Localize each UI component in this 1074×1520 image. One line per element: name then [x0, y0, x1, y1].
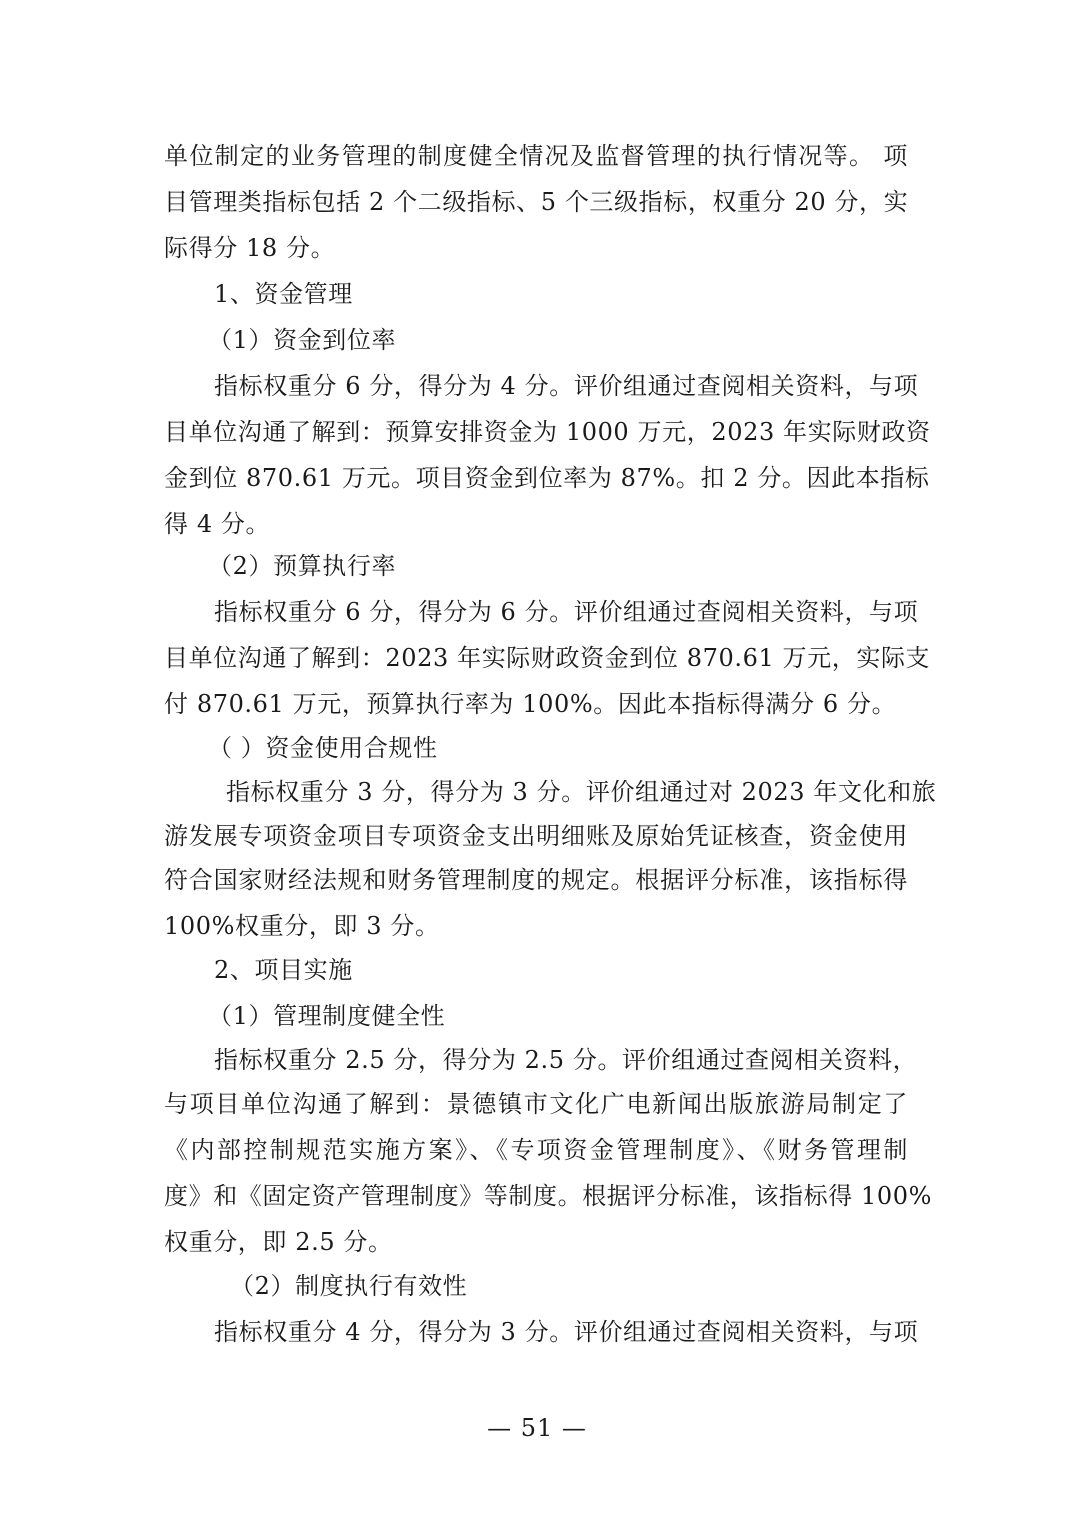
section-heading: 2、项目实施 — [214, 956, 353, 984]
subsection-heading: （1）资金到位率 — [208, 326, 397, 354]
paragraph-line: 金到位 870.61 万元。项目资金到位率为 87%。扣 2 分。因此本指标 — [164, 464, 930, 492]
page-number: — 51 — — [487, 1414, 587, 1442]
paragraph-line: 度》和《固定资产管理制度》等制度。根据评分标准，该指标得 100% — [164, 1182, 933, 1210]
paragraph-line: 指标权重分 3 分，得分为 3 分。评价组通过对 2023 年文化和旅 — [226, 778, 937, 806]
paragraph-line: 100%权重分，即 3 分。 — [164, 912, 440, 940]
paragraph-line: 权重分，即 2.5 分。 — [164, 1228, 393, 1256]
paragraph-line: 指标权重分 2.5 分，得分为 2.5 分。评价组通过查阅相关资料， — [214, 1046, 918, 1074]
subsection-heading: （ ）资金使用合规性 — [208, 734, 438, 762]
paragraph-line: 得 4 分。 — [164, 510, 271, 538]
paragraph-line: 指标权重分 6 分，得分为 6 分。评价组通过查阅相关资料，与项 — [214, 598, 919, 626]
subsection-heading: （2）制度执行有效性 — [230, 1272, 468, 1300]
paragraph-line: 付 870.61 万元，预算执行率为 100%。因此本指标得满分 6 分。 — [164, 690, 897, 718]
paragraph-line: 目管理类指标包括 2 个二级指标、5 个三级指标，权重分 20 分，实 — [164, 188, 909, 216]
paragraph-line: 符合国家财经法规和财务管理制度的规定。根据评分标准，该指标得 — [164, 866, 908, 894]
paragraph-line: 游发展专项资金项目专项资金支出明细账及原始凭证核查，资金使用 — [164, 822, 908, 850]
paragraph-line: 目单位沟通了解到：预算安排资金为 1000 万元，2023 年实际财政资 — [164, 418, 931, 446]
paragraph-line: 单位制定的业务管理的制度健全情况及监督管理的执行情况等。 项 — [164, 142, 908, 170]
paragraph-line: 际得分 18 分。 — [164, 234, 336, 262]
paragraph-line: 《内部控制规范实施方案》、《专项资金管理制度》、《财务管理制 — [164, 1136, 908, 1164]
paragraph-line: 与项目单位沟通了解到：景德镇市文化广电新闻出版旅游局制定了 — [164, 1090, 908, 1118]
section-heading: 1、资金管理 — [214, 280, 353, 308]
paragraph-line: 指标权重分 6 分，得分为 4 分。评价组通过查阅相关资料，与项 — [214, 372, 919, 400]
subsection-heading: （2）预算执行率 — [208, 552, 397, 580]
paragraph-line: 指标权重分 4 分，得分为 3 分。评价组通过查阅相关资料，与项 — [214, 1318, 919, 1346]
subsection-heading: （1）管理制度健全性 — [208, 1002, 446, 1030]
paragraph-line: 目单位沟通了解到：2023 年实际财政资金到位 870.61 万元，实际支 — [164, 644, 931, 672]
